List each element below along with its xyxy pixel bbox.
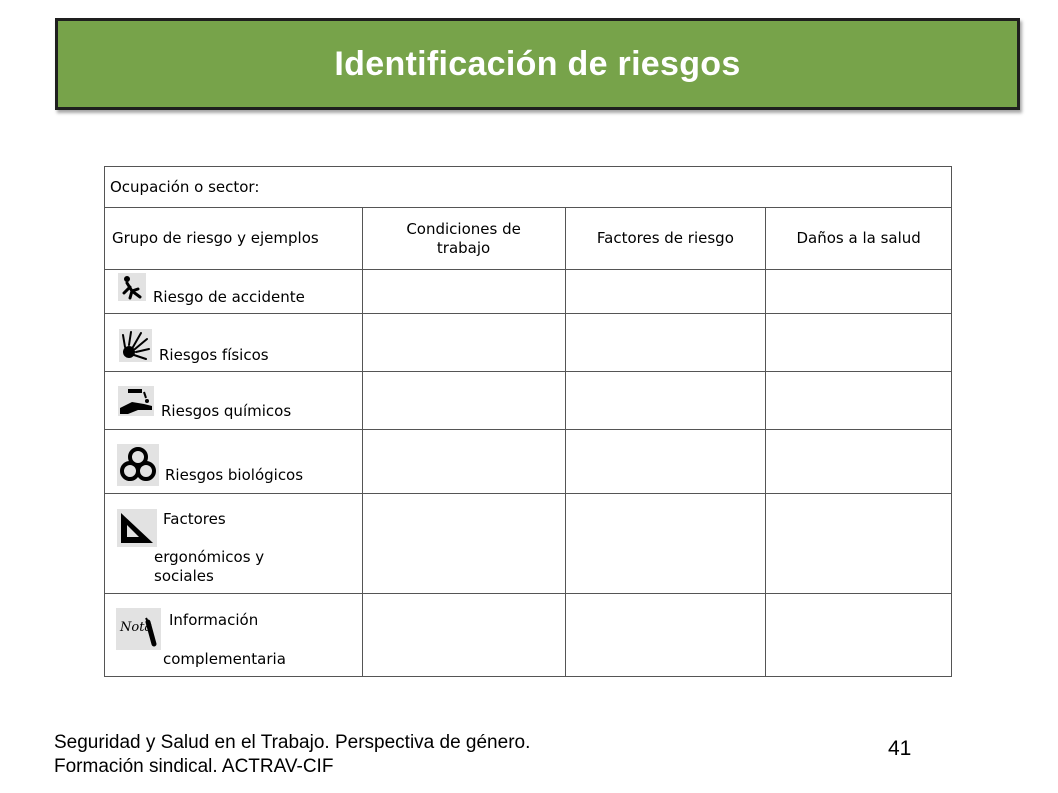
table-cell <box>565 494 766 594</box>
table-cell <box>565 314 766 372</box>
table-cell <box>766 430 952 494</box>
biohazard-icon <box>117 444 159 486</box>
risk-group-cell <box>105 594 363 677</box>
risk-group-cell <box>105 430 363 494</box>
table-cell <box>565 270 766 314</box>
table-row <box>105 314 952 372</box>
table-cell <box>362 430 565 494</box>
risk-group-cell <box>105 314 363 372</box>
header-row <box>105 208 952 270</box>
title-banner <box>55 18 1020 110</box>
table-cell <box>362 372 565 430</box>
page-title: Identificación de riesgos <box>334 44 741 83</box>
corrosive-hand-icon <box>118 386 154 416</box>
header-work-conditions: Condiciones de trabajo <box>362 208 565 270</box>
table-row <box>105 594 952 677</box>
table-cell <box>766 372 952 430</box>
risk-label-accident: Riesgo de accidente <box>153 288 305 306</box>
risk-label-ergonomic-line2: ergonómicos y <box>154 548 265 566</box>
table-row <box>105 494 952 594</box>
risk-group-cell <box>105 270 363 314</box>
risk-group-cell <box>105 372 363 430</box>
risk-group-cell <box>105 494 363 594</box>
risk-label-biological: Riesgos biológicos <box>165 466 304 484</box>
set-square-icon <box>117 509 157 547</box>
table-row <box>105 270 952 314</box>
table-row <box>105 372 952 430</box>
risk-label-info-line1: Información <box>169 611 259 629</box>
table-cell <box>362 314 565 372</box>
table-cell <box>362 494 565 594</box>
header-health-damage: Daños a la salud <box>766 208 952 270</box>
table-row <box>105 430 952 494</box>
risk-label-physical: Riesgos físicos <box>159 346 269 364</box>
note-icon-text: Nota <box>120 620 153 635</box>
note-pen-icon <box>116 608 161 650</box>
footer-source <box>54 731 530 779</box>
table-cell <box>766 594 952 677</box>
header-risk-group: Grupo de riesgo y ejemplos <box>105 208 363 270</box>
footer-source-line1: Seguridad y Salud en el Trabajo. Perspectiva de género. <box>54 732 531 753</box>
page-number: 41 <box>888 737 912 760</box>
risk-label-ergonomic-line3: sociales <box>154 567 214 585</box>
table-cell <box>362 594 565 677</box>
table-cell <box>362 270 565 314</box>
footer-source-line2: Formación sindical. ACTRAV-CIF <box>54 756 334 777</box>
risk-label-chemical: Riesgos químicos <box>161 402 292 420</box>
explosion-icon <box>119 329 152 362</box>
falling-person-icon <box>118 273 146 301</box>
occupation-cell <box>105 167 952 208</box>
table-cell <box>766 314 952 372</box>
table-cell <box>766 494 952 594</box>
risk-label-info-line2: complementaria <box>163 650 286 668</box>
occupation-label: Ocupación o sector: <box>110 178 260 196</box>
table-cell <box>766 270 952 314</box>
table-cell <box>565 594 766 677</box>
table-cell <box>565 372 766 430</box>
risk-identification-table <box>104 166 952 677</box>
risk-label-ergonomic-line1: Factores <box>163 510 226 528</box>
table-cell <box>565 430 766 494</box>
header-risk-factors: Factores de riesgo <box>565 208 766 270</box>
